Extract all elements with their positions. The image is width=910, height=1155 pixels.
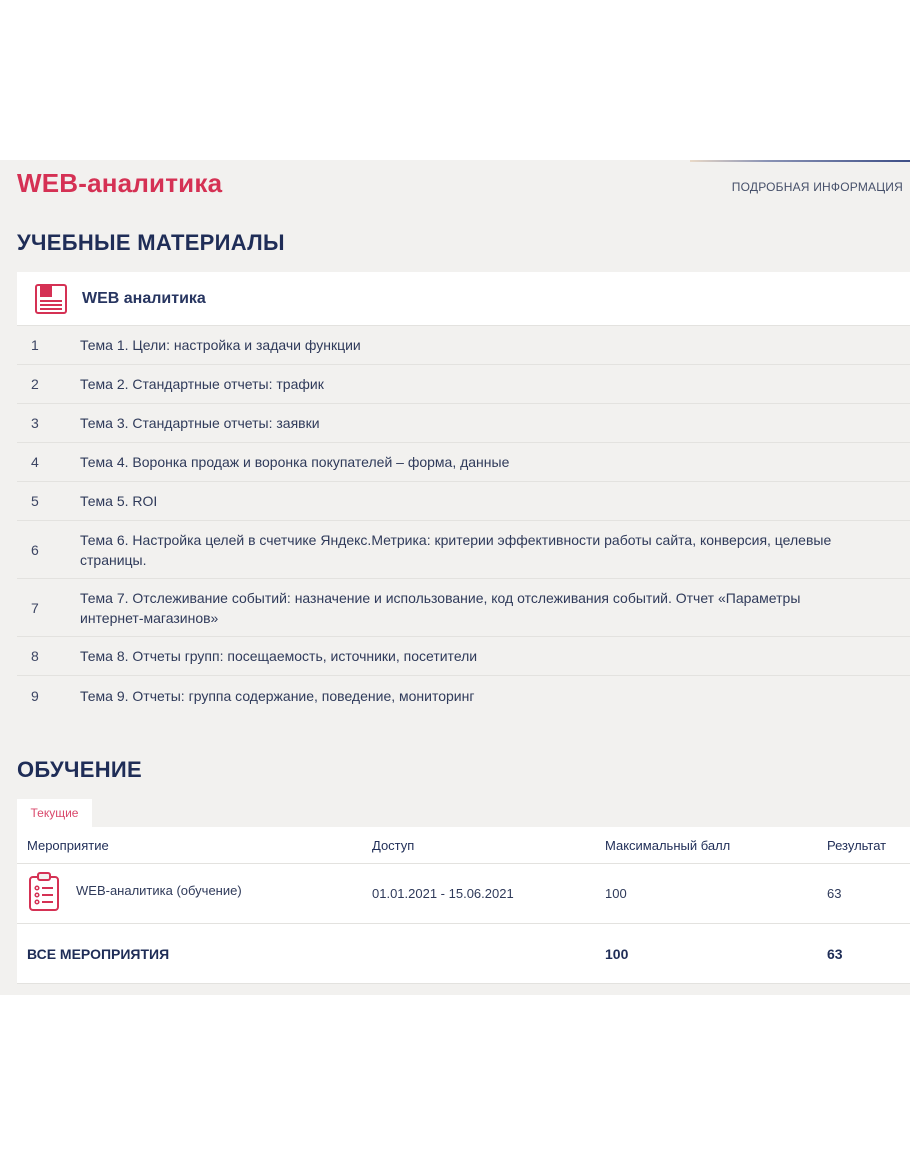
banner-strip: [690, 160, 910, 162]
details-link[interactable]: ПОДРОБНАЯ ИНФОРМАЦИЯ: [731, 180, 903, 194]
topic-row: [17, 676, 910, 715]
book-icon: [34, 282, 68, 316]
materials-section-title: УЧЕБНЫЕ МАТЕРИАЛЫ: [17, 230, 285, 255]
topic-row: [17, 326, 910, 365]
result-value: 63: [827, 886, 842, 901]
max-score-value: 100: [605, 886, 627, 901]
table-row: [17, 864, 910, 924]
topic-link[interactable]: Тема 4. Воронка продаж и воронка покупателей – форма, данные: [80, 454, 510, 470]
column-header-access: Доступ: [372, 837, 415, 853]
total-max-score: 100: [605, 945, 629, 962]
event-link[interactable]: WEB-аналитика (обучение): [76, 883, 242, 898]
column-header-event: Мероприятие: [27, 837, 109, 853]
topic-row: [17, 443, 910, 482]
topic-number: 1: [31, 337, 39, 353]
topic-number: 2: [31, 376, 39, 392]
topic-link[interactable]: Тема 3. Стандартные отчеты: заявки: [80, 415, 320, 431]
table-header: [17, 827, 910, 864]
topic-row: [17, 365, 910, 404]
topic-number: 9: [31, 687, 39, 704]
topic-row: [17, 404, 910, 443]
course-title: WEB-аналитика: [17, 168, 223, 198]
materials-block-title: WEB аналитика: [82, 289, 206, 307]
clipboard-list-icon: [27, 872, 76, 915]
table-total-row: [17, 924, 910, 984]
topic-number: 6: [31, 541, 39, 558]
column-header-result: Результат: [827, 837, 887, 853]
access-dates: 01.01.2021 - 15.06.2021: [372, 886, 514, 901]
materials-block: [17, 272, 910, 715]
training-table: [17, 827, 910, 984]
topic-link[interactable]: Тема 5. ROI: [80, 493, 158, 509]
topic-row: [17, 579, 910, 637]
topic-row: [17, 482, 910, 521]
column-header-max-score: Максимальный балл: [605, 837, 731, 853]
materials-header[interactable]: [17, 272, 910, 326]
topic-link[interactable]: Тема 1. Цели: настройка и задачи функции: [80, 337, 361, 353]
topic-number: 8: [31, 648, 39, 664]
training-section-title: ОБУЧЕНИЕ: [17, 757, 142, 782]
topic-number: 3: [31, 415, 39, 431]
topic-number: 7: [31, 599, 39, 616]
topic-link[interactable]: Тема 8. Отчеты групп: посещаемость, источники, посетители: [80, 648, 478, 664]
total-result: 63: [827, 945, 843, 962]
topic-link[interactable]: Тема 9. Отчеты: группа содержание, поведение, мониторинг: [80, 687, 475, 704]
course-panel: [0, 160, 910, 995]
topic-row: [17, 637, 910, 676]
total-label: ВСЕ МЕРОПРИЯТИЯ: [27, 945, 170, 962]
topic-row: [17, 521, 910, 579]
topic-number: 5: [31, 493, 39, 509]
topic-link[interactable]: Тема 7. Отслеживание событий: назначение и использование, код отслеживания событий. Отчет «Параметры интернет-магазинов»: [80, 589, 801, 626]
topic-link[interactable]: Тема 2. Стандартные отчеты: трафик: [80, 376, 324, 392]
tab-current[interactable]: Текущие: [17, 799, 92, 827]
topic-link[interactable]: Тема 6. Настройка целей в счетчике Яндекс.Метрика: критерии эффективности работы сайта, конверсия, целевые страницы.: [80, 531, 832, 568]
event-cell: [17, 872, 372, 915]
topic-number: 4: [31, 454, 39, 470]
